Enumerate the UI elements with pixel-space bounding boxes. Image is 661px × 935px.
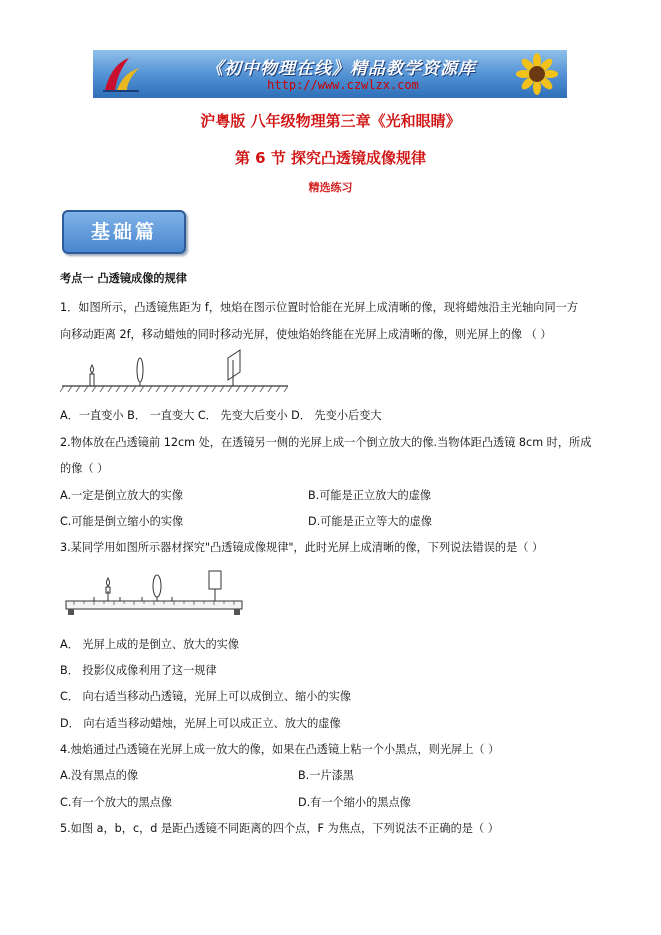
q1-line2: 向移动距离 2f，移动蜡烛的同时移动光屏，使烛焰始终能在光屏上成清晰的像，则光屏上的像 （ ） (60, 328, 552, 341)
exercise-subtitle: 精选练习 (308, 181, 353, 194)
q1-options: A．一直变小 B． 一直变大 C． 先变大后变小 D． 先变小后变大 (60, 409, 382, 422)
q2-option-c: C.可能是倒立缩小的实像 (60, 515, 184, 528)
q3-option-c: C． 向右适当移动凸透镜，光屏上可以成倒立、缩小的实像 (60, 690, 352, 703)
q2-line2: 的像（ ） (60, 462, 109, 475)
q2-line1: 2.物体放在凸透镜前 12cm 处，在透镜另一侧的光屏上成一个倒立放大的像.当物体距凸透镜 8cm 时，所成 (60, 436, 592, 449)
site-logo-icon (99, 54, 143, 94)
section-badge: 基础篇 (62, 210, 186, 254)
q3-option-d: D． 向右适当移动蜡烛，光屏上可以成正立、放大的虚像 (60, 717, 341, 730)
q2-option-a: A.一定是倒立放大的实像 (60, 489, 183, 502)
q3-option-b: B． 投影仪成像利用了这一规律 (60, 664, 217, 677)
section-title: 第 6 节 探究凸透镜成像规律 (234, 149, 427, 167)
q3-optical-bench-figure (64, 565, 244, 619)
q4-option-d: D.有一个缩小的黑点像 (298, 796, 411, 809)
banner-title: 《初中物理在线》精品教学资源库 (206, 59, 476, 79)
sunflower-icon (507, 52, 563, 98)
q3-line1: 3.某同学用如图所示器材探究"凸透镜成像规律"，此时光屏上成清晰的像，下列说法错误的是（ ） (60, 541, 544, 554)
topic-heading: 考点一 凸透镜成像的规律 (60, 272, 187, 285)
q2-option-b: B.可能是正立放大的虚像 (308, 489, 432, 502)
banner-url[interactable]: http://www.czwlzx.com (267, 78, 419, 92)
chapter-title: 沪粤版 八年级物理第三章《光和眼睛》 (200, 112, 461, 130)
q3-option-a: A． 光屏上成的是倒立、放大的实像 (60, 638, 240, 651)
q4-option-a: A.没有黑点的像 (60, 769, 139, 782)
q2-option-d: D.可能是正立等大的虚像 (308, 515, 433, 528)
q1-optical-bench-figure (60, 346, 290, 396)
q4-option-c: C.有一个放大的黑点像 (60, 796, 173, 809)
q4-option-b: B.一片漆黑 (298, 769, 354, 782)
q1-line1: 1．如图所示，凸透镜焦距为 f，烛焰在图示位置时恰能在光屏上成清晰的像，现将蜡烛沿主光轴向同一方 (60, 301, 579, 314)
q4-line1: 4.烛焰通过凸透镜在光屏上成一放大的像，如果在凸透镜上粘一个小黑点，则光屏上（ ） (60, 743, 500, 756)
q5-line1: 5.如图 a，b，c，d 是距凸透镜不同距离的四个点，F 为焦点，下列说法不正确的是（ ） (60, 822, 499, 835)
header-banner (93, 50, 567, 98)
